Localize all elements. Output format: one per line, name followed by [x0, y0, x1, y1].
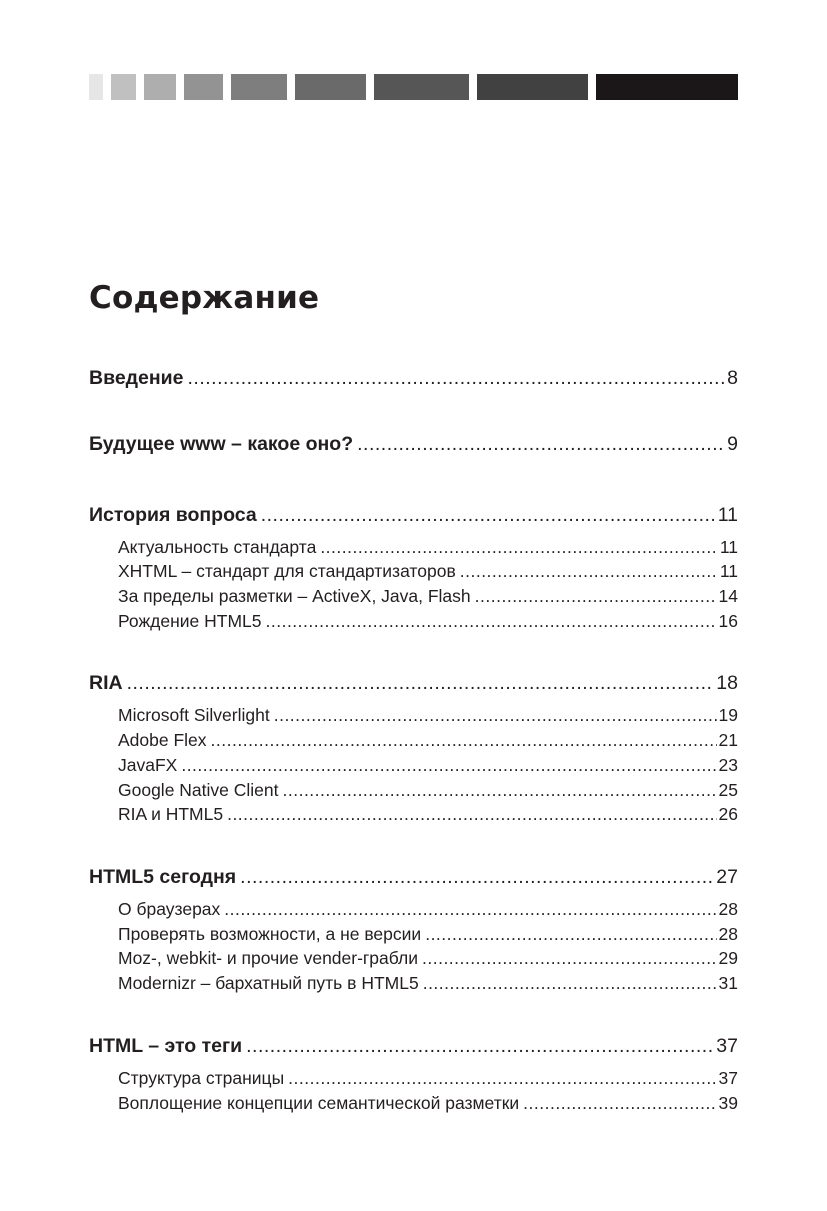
toc-entry-title: Актуальность стандарта	[118, 537, 317, 557]
toc-section-entry	[118, 584, 738, 608]
toc-entry-title: RIA и HTML5	[118, 804, 224, 824]
toc-entry-title: Moz-, webkit- и прочие vender-грабли	[118, 948, 418, 968]
header-band	[295, 74, 366, 100]
toc-section-entry	[118, 946, 738, 970]
toc-section-entry	[118, 535, 738, 559]
header-band	[184, 74, 223, 100]
header-band	[111, 74, 136, 100]
toc-page-number: 14	[718, 586, 738, 606]
toc-page-number: 28	[718, 924, 738, 944]
toc-chapter-entry	[89, 500, 738, 530]
toc-page-number: 9	[727, 433, 738, 455]
toc-leader-dots	[423, 971, 717, 995]
header-band	[374, 74, 469, 100]
toc-leader-dots	[127, 668, 715, 698]
toc-page-number: 26	[718, 804, 738, 824]
toc-section-entry	[118, 897, 738, 921]
toc-section-entry	[118, 609, 738, 633]
toc-leader-dots	[288, 1066, 716, 1090]
toc-section-entry	[118, 753, 738, 777]
page-title: Содержание	[89, 280, 320, 316]
toc-entry-title: Проверять возможности, а не версии	[118, 924, 422, 944]
toc-entry-title: О браузерах	[118, 899, 221, 919]
toc-page-number: 23	[718, 755, 738, 775]
toc-leader-dots	[227, 802, 716, 826]
toc-leader-dots	[320, 535, 718, 559]
toc-section-entry	[118, 802, 738, 826]
toc-leader-dots	[181, 753, 716, 777]
toc-entry-title: Структура страницы	[118, 1068, 285, 1088]
toc-chapter-entry	[89, 668, 738, 698]
toc-section-entry	[118, 922, 738, 946]
toc-page-number: 11	[719, 537, 738, 557]
toc-page-number: 29	[718, 948, 738, 968]
toc-entry-title: HTML – это теги	[89, 1035, 243, 1057]
toc-leader-dots	[224, 897, 716, 921]
toc-leader-dots	[211, 728, 717, 752]
toc-leader-dots	[246, 1031, 714, 1061]
header-band	[231, 74, 287, 100]
toc-leader-dots	[422, 946, 717, 970]
toc-leader-dots	[425, 922, 716, 946]
toc-leader-dots	[188, 363, 726, 393]
toc-entry-title: Рождение HTML5	[118, 611, 262, 631]
toc-page-number: 39	[718, 1093, 738, 1113]
toc-entry-title: Введение	[89, 367, 184, 389]
toc-page-number: 25	[718, 780, 738, 800]
toc-section-entry	[118, 1091, 738, 1115]
toc-page-number: 37	[718, 1068, 738, 1088]
toc-chapter-entry	[89, 429, 738, 459]
toc-page-number: 11	[719, 561, 738, 581]
header-band	[596, 74, 738, 100]
toc-leader-dots	[460, 559, 718, 583]
toc-page-number: 18	[716, 672, 738, 694]
toc-section-entry	[118, 728, 738, 752]
toc-page-number: 19	[718, 705, 738, 725]
toc-leader-dots	[266, 609, 717, 633]
toc-entry-title: JavaFX	[118, 755, 178, 775]
toc-entry-title: Microsoft Silverlight	[118, 705, 270, 725]
toc-entry-title: RIA	[89, 672, 123, 694]
toc-entry-title: За пределы разметки – ActiveX, Java, Flash	[118, 586, 471, 606]
toc-page-number: 11	[717, 504, 738, 526]
toc-leader-dots	[240, 862, 714, 892]
toc-chapter-entry	[89, 862, 738, 892]
toc-entry-title: Будущее www – какое оно?	[89, 433, 354, 455]
toc-page-number: 16	[718, 611, 738, 631]
toc-page-number: 8	[727, 367, 738, 389]
toc-entry-title: История вопроса	[89, 504, 257, 526]
toc-leader-dots	[261, 500, 716, 530]
toc-section-entry	[118, 971, 738, 995]
toc-entry-title: Adobe Flex	[118, 730, 207, 750]
toc-page-number: 37	[716, 1035, 738, 1057]
toc-page-number: 28	[718, 899, 738, 919]
header-band	[144, 74, 176, 100]
toc-section-entry	[118, 778, 738, 802]
toc-section-entry	[118, 703, 738, 727]
toc-leader-dots	[357, 429, 725, 459]
toc-leader-dots	[475, 584, 717, 608]
toc-page-number: 31	[718, 973, 738, 993]
toc-entry-title: XHTML – стандарт для стандартизаторов	[118, 561, 456, 581]
header-band	[477, 74, 588, 100]
toc-entry-title: Воплощение концепции семантической разметки	[118, 1093, 520, 1113]
toc-section-entry	[118, 559, 738, 583]
toc-chapter-entry	[89, 363, 738, 393]
toc-section-entry	[118, 1066, 738, 1090]
toc-entry-title: HTML5 сегодня	[89, 866, 237, 888]
toc-leader-dots	[274, 703, 717, 727]
toc-page-number: 21	[718, 730, 738, 750]
toc-leader-dots	[523, 1091, 716, 1115]
toc-entry-title: Modernizr – бархатный путь в HTML5	[118, 973, 419, 993]
toc-chapter-entry	[89, 1031, 738, 1061]
header-band	[89, 74, 103, 100]
toc-page-number: 27	[716, 866, 738, 888]
toc-entry-title: Google Native Client	[118, 780, 279, 800]
toc-leader-dots	[283, 778, 717, 802]
